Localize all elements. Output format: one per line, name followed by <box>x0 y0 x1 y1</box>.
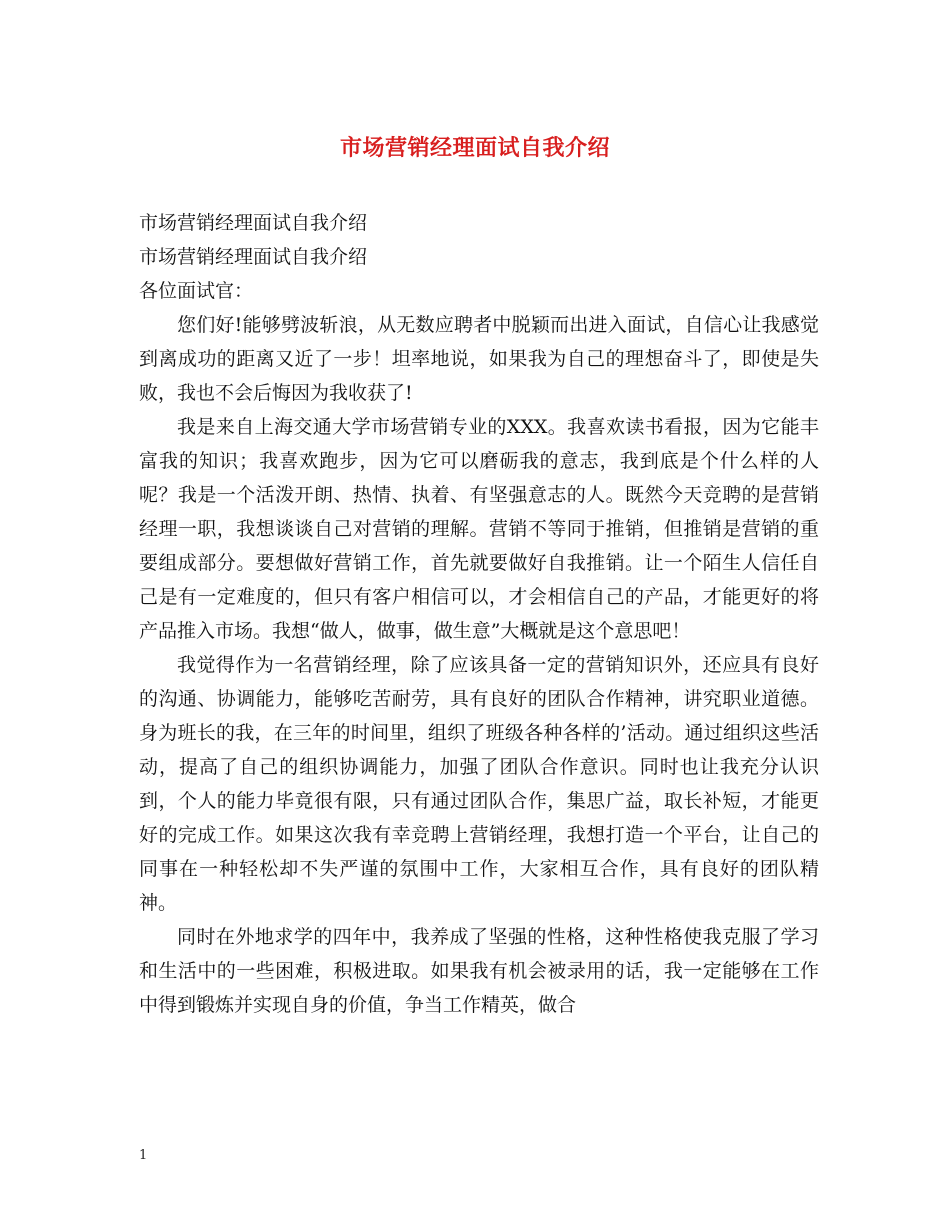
paragraph: 您们好!能够劈波斩浪，从无数应聘者中脱颖而出进入面试，自信心让我感觉到离成功的距离又近了一步！坦率地说，如果我为自己的理想奋斗了，即使是失败，我也不会后悔因为我收获了! <box>139 314 819 404</box>
document-body <box>139 206 819 1022</box>
document-title: 市场营销经理面试自我介绍 <box>339 135 610 161</box>
paragraph: 我是来自上海交通大学市场营销专业的XXX。我喜欢读书看报，因为它能丰富我的知识；我喜欢跑步，因为它可以磨砺我的意志，我到底是个什么样的人呢？我是一个活泼开朗、热情、执着、有坚强意志的人。既然今天竞聘的是营销经理一职，我想谈谈自己对营销的理解。营销不等同于推销，但推销是营销的重要组成部分。要想做好营销工作，首先就要做好自我推销。让一个陌生人信任自己是有一定难度的，但只有客户相信可以，才会相信自己的产品，才能更好的将产品推入市场。我想“做人，做事，做生意”大概就是这个意思吧！ <box>139 416 819 642</box>
heading-line: 市场营销经理面试自我介绍 <box>139 246 368 268</box>
salutation: 各位面试官： <box>139 280 254 302</box>
paragraph: 同时在外地求学的四年中，我养成了坚强的性格，这种性格使我克服了学习和生活中的一些困难，积极进取。如果我有机会被录用的话，我一定能够在工作中得到锻炼并实现自身的价值，争当工作精英，做合 <box>139 926 819 1016</box>
heading-line: 市场营销经理面试自我介绍 <box>139 212 368 234</box>
page-number: 1 <box>139 1148 148 1163</box>
paragraph: 我觉得作为一名营销经理，除了应该具备一定的营销知识外，还应具有良好的沟通、协调能力，能够吃苦耐劳，具有良好的团队合作精神，讲究职业道德。身为班长的我，在三年的时间里，组织了班级各种各样的’活动。通过组织这些活动，提高了自己的组织协调能力，加强了团队合作意识。同时也让我充分认识到，个人的能力毕竟很有限，只有通过团队合作，集思广益，取长补短，才能更好的完成工作。如果这次我有幸竞聘上营销经理，我想打造一个平台，让自己的同事在一种轻松却不失严谨的氛围中工作，大家相互合作，具有良好的团队精神。 <box>139 654 819 914</box>
